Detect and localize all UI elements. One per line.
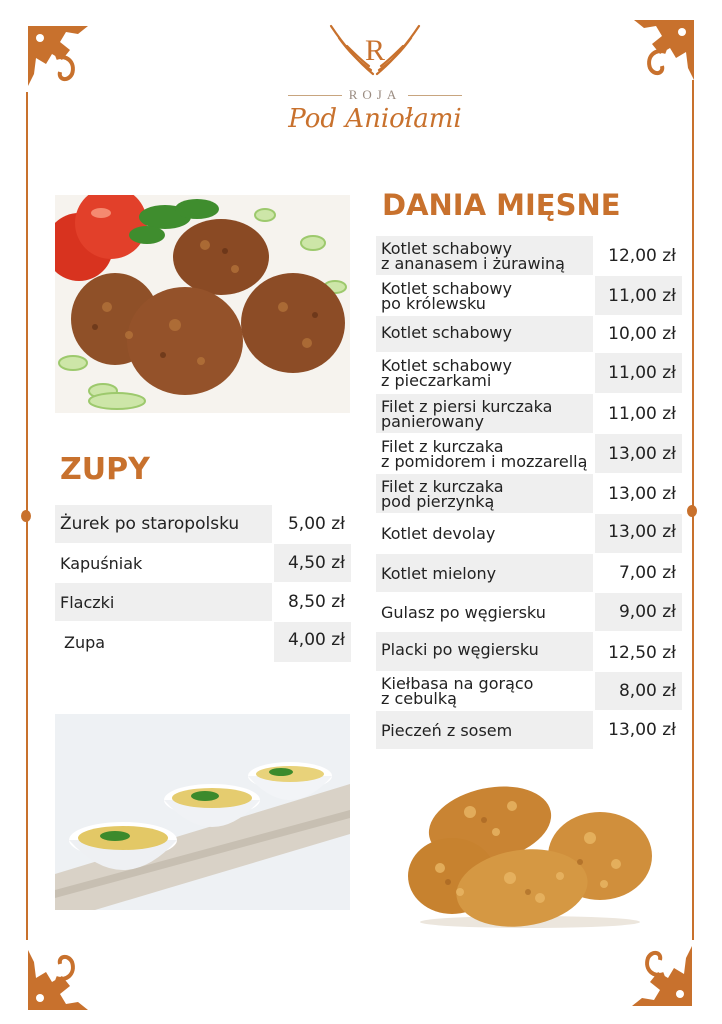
soup-row — [55, 505, 351, 543]
meat-row — [376, 236, 682, 275]
meat-dish-name-line1: Kotlet schabowy — [381, 356, 512, 375]
corner-ornament-bottom-left — [26, 946, 92, 1012]
meat-row — [376, 672, 682, 710]
soup-name: Kapuśniak — [60, 553, 143, 573]
soup-price: 4,50 zł — [274, 544, 351, 582]
meat-dish-name: Pieczeń z sosem — [376, 711, 593, 749]
meat-dish-name-line2: z pomidorem i mozzarellą — [381, 451, 588, 471]
meat-dish-price: 11,00 zł — [595, 353, 682, 393]
logo-rule-right — [408, 95, 462, 96]
meat-dish-name: Kotlet schabowy — [376, 316, 593, 352]
meat-dish-name-line2: pod pierzynką — [381, 491, 495, 511]
meat-dish-price: 13,00 zł — [608, 720, 676, 740]
meat-dish-name-line1: Filet z kurczaka — [381, 476, 504, 496]
soup-name: Zupa — [64, 632, 106, 652]
meat-dish-name — [376, 474, 593, 513]
meat-dish-name-line1: Filet z piersi kurczaka — [381, 396, 553, 416]
restaurant-logo — [280, 18, 470, 148]
meat-dish-name-line2: z pieczarkami — [381, 371, 492, 390]
meat-dish-price: 13,00 zł — [595, 434, 682, 473]
meat-dish-name-line2: z ananasem i żurawiną — [381, 253, 565, 273]
meat-dish-name — [376, 434, 593, 473]
logo-letter: R — [364, 34, 385, 67]
fried-chicken-photo — [400, 772, 660, 930]
meat-row — [376, 474, 682, 513]
soup-row — [55, 544, 351, 582]
meat-dish-price: 11,00 zł — [595, 276, 682, 315]
soups-title: ZUPY — [60, 452, 150, 487]
meat-dish-name: Kotlet mielony — [376, 554, 593, 592]
meat-dishes-title: DANIA MIĘSNE — [382, 188, 621, 222]
meat-dish-price: 13,00 zł — [608, 483, 676, 504]
meat-dish-name — [376, 394, 593, 433]
meat-patties-photo — [55, 195, 350, 413]
meat-dish-name — [376, 672, 593, 710]
meat-dish-name-line1: Kotlet schabowy — [381, 278, 512, 298]
soup-row — [55, 622, 351, 662]
meat-dish-price: 12,50 zł — [608, 643, 676, 663]
meat-dish-name: Gulasz po węgiersku — [381, 602, 546, 622]
meat-row — [376, 593, 682, 631]
meat-row — [376, 353, 682, 393]
soup-price: 5,00 zł — [287, 514, 345, 534]
meat-dish-name-line1: Kotlet schabowy — [381, 238, 512, 258]
soup-name: Flaczki — [55, 583, 272, 621]
meat-dish-price: 7,00 zł — [618, 563, 676, 583]
soup-row — [55, 583, 351, 621]
meat-row — [376, 632, 682, 671]
frame-right-dot — [687, 505, 697, 517]
meat-row — [376, 434, 682, 473]
meat-dish-price: 9,00 zł — [595, 593, 682, 631]
meat-dish-name-line1: Filet z kurczaka — [381, 436, 504, 456]
meat-dish-name-line1: Kiełbasa na gorąco — [381, 674, 534, 693]
soup-price: 8,50 zł — [287, 592, 345, 612]
soup-price: 4,00 zł — [274, 622, 351, 662]
cream-soup-bowls-photo — [55, 714, 350, 910]
meat-row — [376, 554, 682, 592]
meat-row — [376, 514, 682, 553]
meat-dish-name-line2: z cebulką — [381, 689, 457, 708]
meat-dish-price: 10,00 zł — [608, 324, 676, 344]
meat-dish-name — [376, 236, 593, 275]
meat-dish-name — [376, 276, 593, 315]
soup-name: Żurek po staropolsku — [55, 505, 272, 543]
meat-dish-name: Placki po węgiersku — [376, 632, 593, 671]
corner-ornament-bottom-right — [628, 942, 694, 1008]
meat-dish-price: 12,00 zł — [608, 245, 676, 266]
meat-dish-price: 11,00 zł — [608, 403, 676, 424]
meat-row — [376, 316, 682, 352]
meat-dish-name: Kotlet devolay — [381, 524, 496, 543]
logo-tagline: Pod Aniołami — [288, 104, 462, 134]
meat-row — [376, 276, 682, 315]
logo-name: ROJA — [348, 87, 402, 102]
meat-dish-name-line2: panierowany — [381, 411, 484, 431]
corner-ornament-top-right — [630, 18, 696, 84]
corner-ornament-top-left — [26, 24, 92, 90]
meat-row — [376, 394, 682, 433]
frame-left-dot — [21, 510, 31, 522]
meat-row — [376, 711, 682, 749]
meat-dish-name — [376, 353, 593, 393]
meat-dish-price: 13,00 zł — [595, 514, 682, 553]
meat-dish-name-line2: po królewsku — [381, 293, 486, 313]
meat-dish-price: 8,00 zł — [595, 672, 682, 710]
